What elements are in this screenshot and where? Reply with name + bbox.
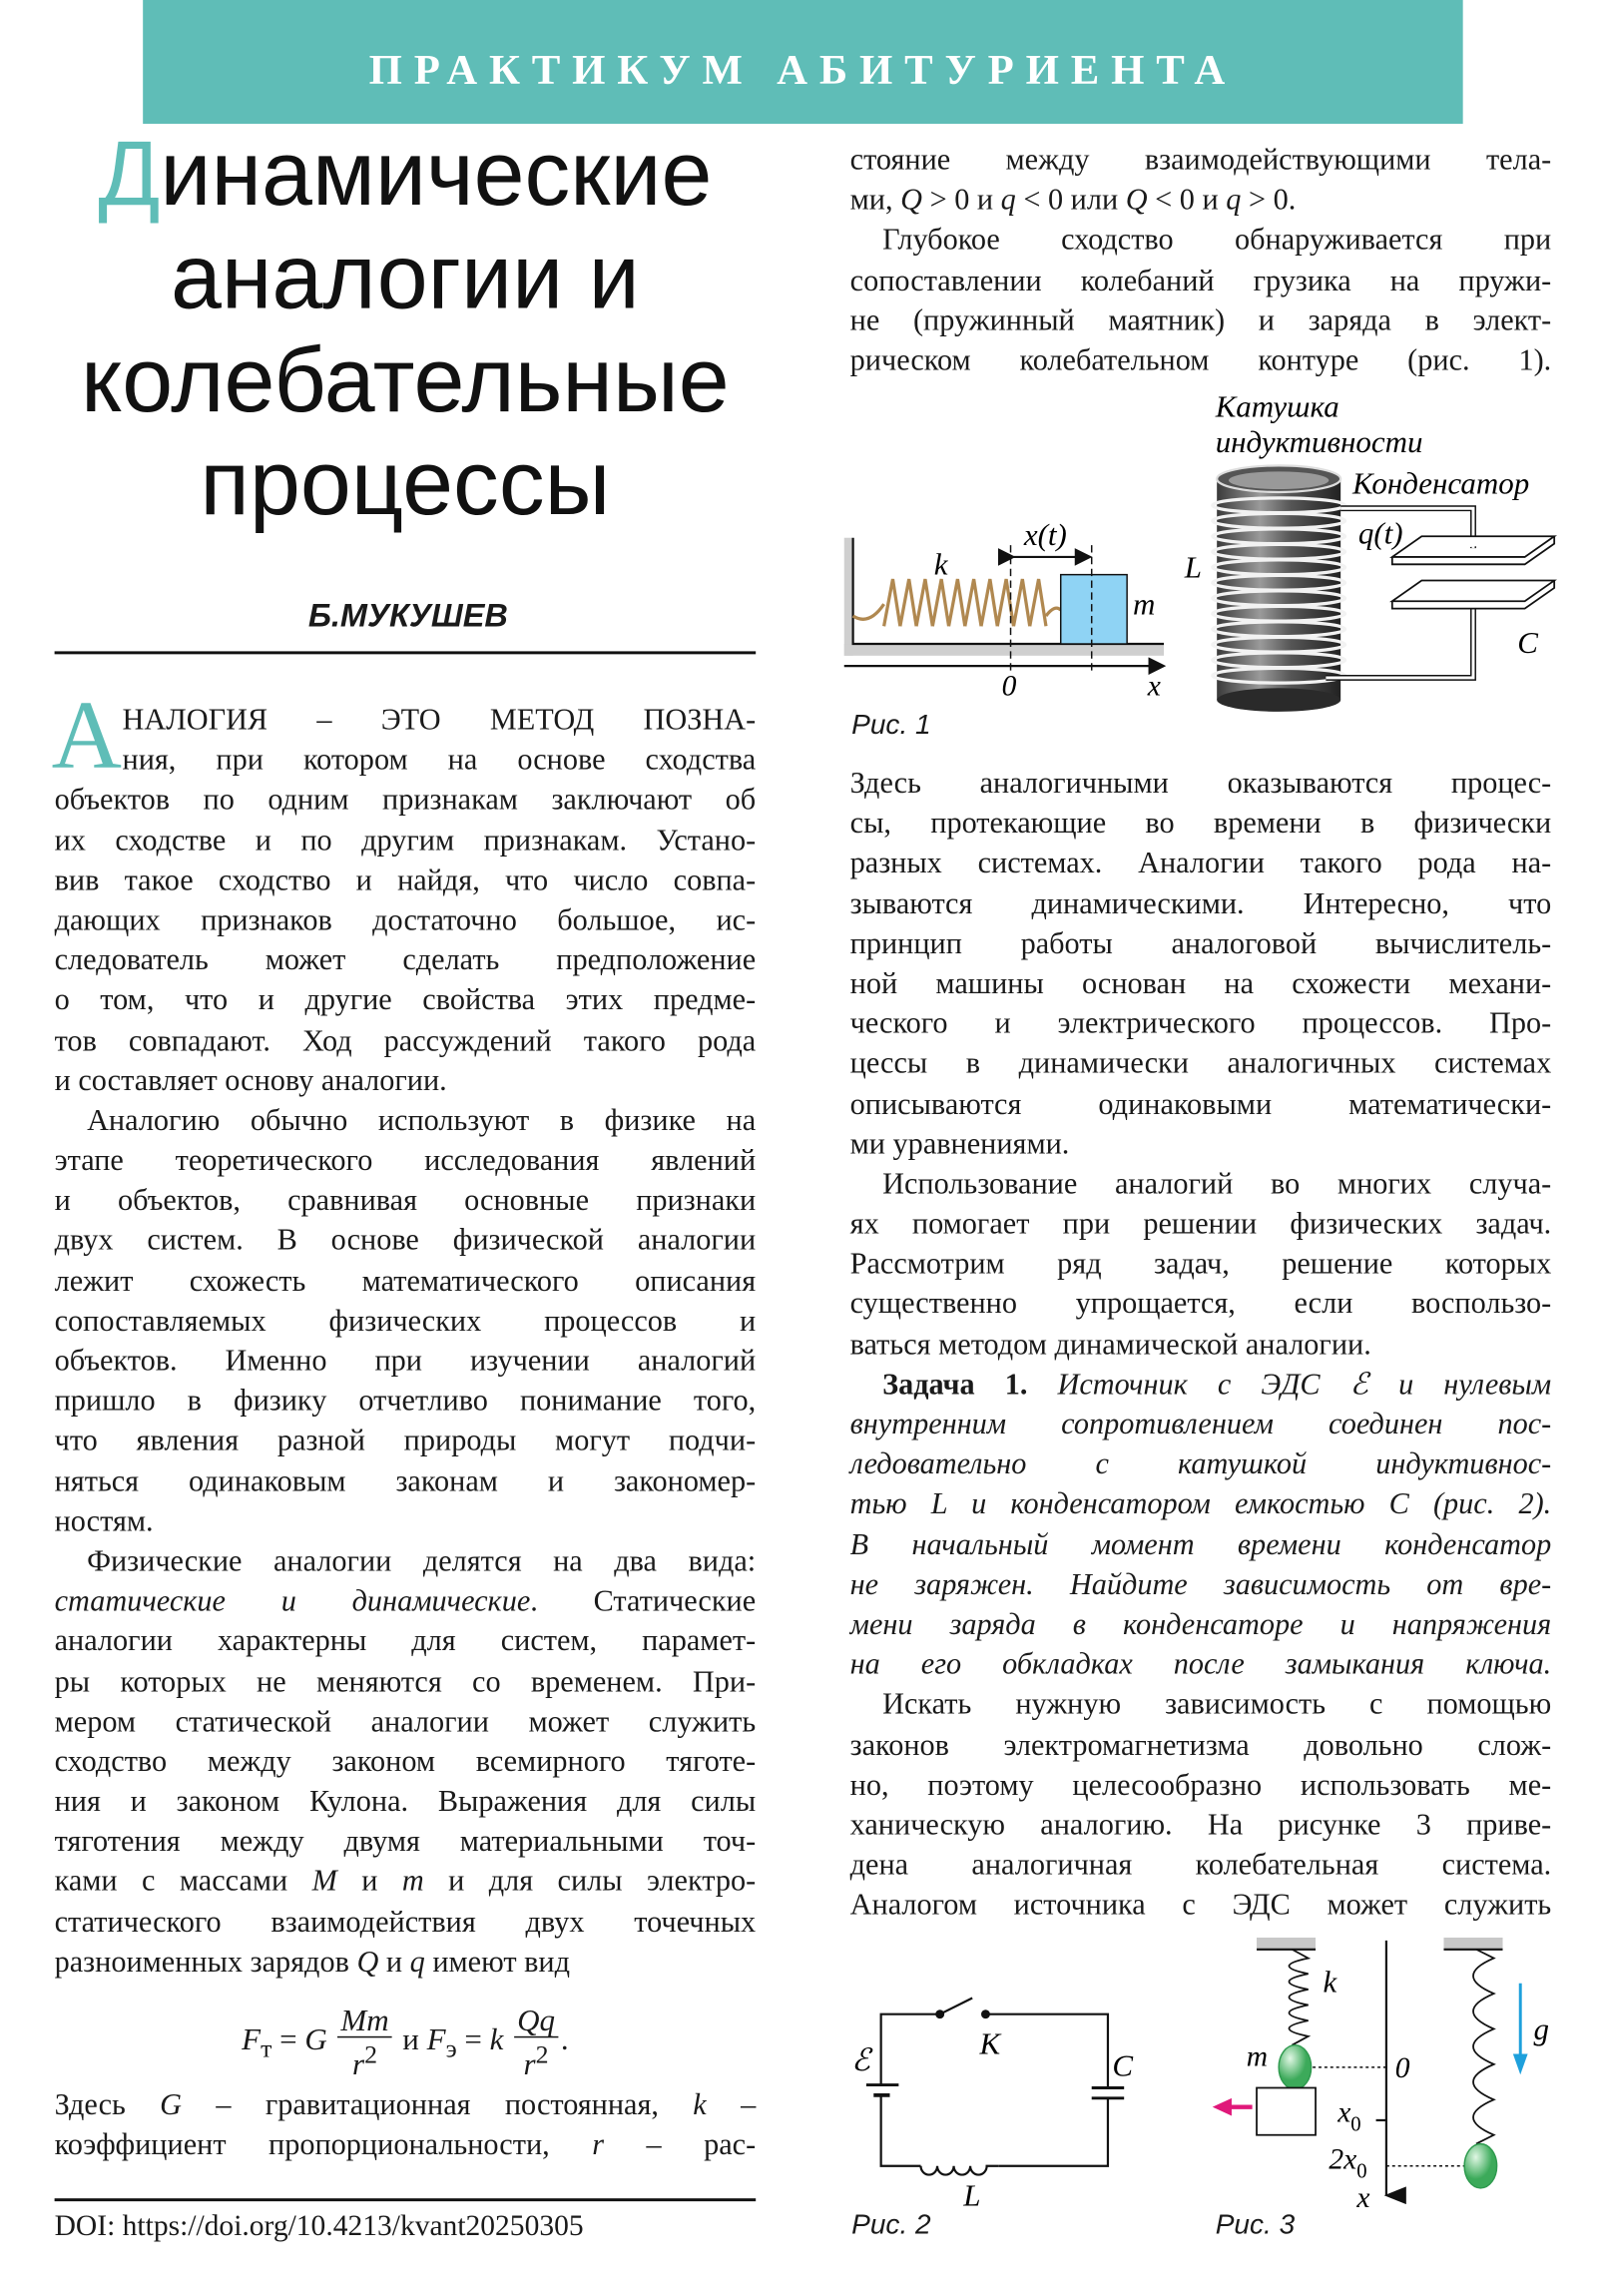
text-segment: Q [900, 184, 922, 218]
text-line [850, 182, 1552, 222]
exponent: 2 [364, 2038, 378, 2069]
text-segment: и для силы электро- [423, 1866, 757, 1899]
label-zero: 0 [1394, 2052, 1410, 2085]
text-segment: Здесь [54, 2088, 161, 2122]
text-line [850, 1646, 1552, 1686]
text-segment: q [409, 1946, 425, 1979]
text-line: дающих признаков достаточно большое, ис- [54, 904, 757, 937]
title-divider [55, 651, 757, 654]
label-x: x [1147, 670, 1161, 703]
mass-block [1061, 575, 1127, 644]
text-line [850, 1366, 1552, 1406]
text-segment: k [693, 2088, 707, 2122]
label-m: m [1246, 2040, 1269, 2073]
text-line: их сходстве и по другим признакам. Устано- [54, 824, 757, 858]
text-line [850, 1606, 1552, 1646]
text-segment: m [401, 1866, 424, 1899]
ball [1464, 2144, 1496, 2188]
label-emf: ℰ [851, 2041, 870, 2077]
title-line: колебательные [81, 329, 730, 432]
text-line: ния, при котором на основе сходства [122, 744, 757, 778]
text-segment: на его обкладках после замыкания ключа. [849, 1648, 1552, 1682]
label-m: m [1133, 586, 1156, 622]
text-line [850, 1445, 1552, 1485]
text-line: ностям. [54, 1505, 154, 1538]
force-arrow [1213, 2098, 1232, 2116]
formula-operator: = [271, 2020, 305, 2057]
text-line: ханическую аналогию. На рисунке 3 приве- [849, 1809, 1552, 1842]
text-line: Аналогом источника с ЭДС может служить [849, 1889, 1552, 1923]
formula-subscript: т [261, 2032, 272, 2063]
capacitor-plate-bottom [1392, 581, 1554, 609]
gravity-arrow [1513, 2054, 1528, 2075]
left-column-text [55, 702, 757, 1984]
text-line: пришло в физику отчетливо понимание того, [54, 1385, 757, 1419]
text-segment: > 0 и [921, 184, 1001, 218]
label-x: x [1356, 2182, 1370, 2215]
label-C: C [1517, 624, 1538, 660]
block [1257, 2087, 1316, 2134]
text-line [55, 2126, 757, 2166]
fraction [514, 2004, 558, 2080]
text-line [850, 1566, 1552, 1606]
text-line: разных системах. Аналогии такого рода на- [849, 848, 1552, 880]
spring [853, 579, 1061, 626]
text-line [55, 1582, 757, 1622]
numerator: Mm [337, 2004, 391, 2037]
label-coil: Катушка [1215, 388, 1339, 424]
text-line [55, 1863, 757, 1903]
text-line: цессы в динамически аналогичных системах [849, 1047, 1552, 1081]
text-line: ной машины основан на схожести механи- [849, 967, 1552, 1001]
text-line: дена аналогичная колебательная система. [849, 1849, 1552, 1882]
text-line: тов совпадают. Ход рассуждений такого рода [54, 1024, 757, 1058]
text-line: Здесь аналогичными оказываются процес- [849, 767, 1552, 801]
text-segment: Q [356, 1946, 379, 1979]
text-line: рическом колебательном контуре (рис. 1). [849, 344, 1552, 377]
text-line: законов электромагнетизма довольно слож- [849, 1729, 1552, 1762]
text-line: няться одинаковым законам и закономер- [54, 1464, 757, 1498]
text-line [55, 2086, 757, 2126]
figure-2 [839, 1975, 1164, 2218]
title-line: процессы [200, 432, 611, 535]
spring-coil [853, 579, 1061, 626]
text-line: этапе теоретического исследования явлений [54, 1144, 757, 1178]
text-line: принцип работы аналоговой вычислитель- [849, 927, 1552, 960]
ceiling [1443, 1938, 1502, 1948]
text-line [850, 1485, 1552, 1525]
figure-1-caption: Рис. 1 [851, 710, 931, 742]
text-segment: M [311, 1866, 337, 1899]
text-line [850, 1406, 1552, 1445]
title-line: аналогии и [170, 227, 640, 329]
text-segment: тью L и конденсатором емкостью C (рис. 2). [849, 1488, 1552, 1521]
text-segment: не заряжен. Найдите зависимость от вре- [849, 1568, 1552, 1602]
text-line: существенно упрощается, если воспользо- [849, 1288, 1552, 1322]
label-capacitor: Конденсатор [1351, 465, 1530, 501]
wall [844, 538, 853, 656]
text-segment: и [336, 1866, 402, 1899]
text-segment: Источник с ЭДС ℰ и нулевым [1027, 1368, 1552, 1402]
text-line: ях помогает при решении физических задач. [849, 1208, 1552, 1241]
numerator: Qq [514, 2004, 558, 2037]
text-line: Рассмотрим ряд задач, решение которых [849, 1248, 1552, 1282]
text-segment: В начальный момент времени конденсатор [849, 1528, 1552, 1561]
text-segment: . Статические [530, 1585, 757, 1618]
label-coil: индуктивности [1215, 424, 1423, 460]
floor [844, 644, 1164, 656]
section-title: ПРАКТИКУМ АБИТУРИЕНТА [368, 47, 1238, 95]
text-line: Физические аналогии делятся на два вида: [87, 1545, 757, 1578]
formula [55, 2004, 757, 2080]
formula-symbol: k [489, 2020, 504, 2057]
text-line: лежит схожесть математического описания [54, 1265, 757, 1298]
formula-operator: = [456, 2020, 490, 2057]
label-K: K [979, 2025, 1001, 2061]
figure-3 [1201, 1931, 1569, 2218]
title-initial: Д [98, 123, 161, 226]
formula-subscript: э [445, 2032, 457, 2063]
text-segment: G [160, 2088, 183, 2122]
text-line: следователь может сделать предположение [54, 944, 757, 977]
denominator: r [352, 2046, 365, 2082]
text-segment: q [1000, 184, 1016, 218]
text-line: и объектов, сравнивая основные признаки [54, 1185, 757, 1218]
text-line: объектов по одним признакам заключают об [54, 784, 757, 818]
text-line: что явления разной природы могут подчи- [54, 1425, 757, 1458]
text-segment: имеют вид [424, 1946, 571, 1979]
text-line: Использование аналогий во многих случа- [882, 1168, 1552, 1201]
switch [940, 1998, 972, 2013]
spring [1473, 1950, 1494, 2144]
text-line: вив такое сходство и найдя, что число совпа- [54, 864, 757, 897]
text-line: НАЛОГИЯ – ЭТО МЕТОД ПОЗНА- [122, 704, 757, 737]
author-name: Б.МУКУШЕВ [307, 596, 508, 634]
text-segment: разноименных зарядов [54, 1946, 357, 1979]
fraction [337, 2004, 391, 2080]
text-segment: > 0. [1241, 184, 1297, 218]
text-segment: – гравитационная постоянная, [182, 2088, 694, 2122]
text-segment: r [592, 2129, 604, 2162]
text-segment: – [706, 2088, 757, 2122]
text-segment: Q [1125, 184, 1148, 218]
text-line: ческого и электрического процессов. Про- [849, 1007, 1552, 1041]
text-line: Глубокое сходство обнаруживается при [882, 224, 1552, 258]
text-segment: мени заряда в конденсаторе и напряжения [849, 1608, 1552, 1642]
label-g: g [1533, 2010, 1550, 2046]
left-column-continuation [55, 2086, 757, 2166]
title-line: инамические [160, 123, 713, 226]
formula-conjunction: и [402, 2020, 427, 2057]
text-segment: ми, [849, 184, 901, 218]
text-line: зываются динамическими. Интересно, что [849, 887, 1552, 920]
text-segment: статические и динамические [54, 1585, 531, 1618]
text-line: но, поэтому целесообразно использовать ме- [849, 1769, 1552, 1802]
text-line: Аналогию обычно используют в физике на [87, 1104, 757, 1138]
label-zero: 0 [1001, 670, 1017, 703]
capacitor-plate-top [1392, 536, 1554, 564]
text-line: ми уравнениями. [849, 1128, 1070, 1161]
ball [1279, 2045, 1311, 2089]
text-segment: q [1226, 184, 1242, 218]
text-line: сы, протекающие во времени в физически [849, 808, 1552, 841]
text-line: Искать нужную зависимость с помощью [882, 1688, 1552, 1722]
inductor [921, 2166, 999, 2175]
label-qt: q(t) [1357, 515, 1403, 551]
figure-3-caption: Рис. 3 [1215, 2210, 1296, 2241]
text-line: двух систем. В основе физической аналогии [54, 1225, 757, 1258]
spring [1290, 1950, 1309, 2045]
text-segment: коэффициент пропорциональности, [54, 2129, 593, 2162]
text-line: мером статической аналогии может служить [54, 1705, 757, 1739]
text-segment: и [378, 1946, 410, 1979]
text-line: не (пружинный маятник) и заряда в элект- [849, 304, 1552, 337]
text-line: и составляет основу аналогии. [54, 1064, 447, 1098]
label-2x0: $2x_0$ [1329, 2143, 1367, 2183]
ceiling [1257, 1938, 1316, 1948]
text-line: тяготения между двумя материальными точ- [54, 1826, 757, 1859]
text-line: сопоставлении колебаний грузика на пружи- [849, 265, 1552, 297]
text-line: ры которых не меняются со временем. При- [54, 1665, 757, 1699]
drop-cap: А [51, 682, 123, 791]
text-line: сходство между законом всемирного тяготе- [54, 1745, 757, 1779]
text-segment: < 0 или [1015, 184, 1126, 218]
text-line: сопоставляемых физических процессов и [54, 1305, 757, 1338]
label-L: L [963, 2177, 981, 2213]
text-line: аналогии характерны для систем, парамет- [54, 1625, 757, 1658]
formula-symbol: F [426, 2020, 446, 2057]
label-x0: $x_0$ [1337, 2096, 1361, 2136]
text-line: объектов. Именно при изучении аналогий [54, 1345, 757, 1379]
text-line [850, 1525, 1552, 1565]
text-line: стояние между взаимодействующими тела- [849, 144, 1552, 178]
text-line: ваться методом динамической аналогии. [849, 1328, 1371, 1362]
text-line: описываются одинаковыми математически- [849, 1088, 1552, 1121]
formula-symbol: G [304, 2020, 327, 2057]
label-xt: x(t) [1023, 517, 1067, 553]
formula-period: . [560, 2020, 569, 2057]
text-segment: внутренним сопротивлением соединен пос- [849, 1409, 1552, 1441]
section-header-band [143, 0, 1462, 124]
label-C: C [1112, 2047, 1134, 2083]
text-segment: – рас- [603, 2129, 757, 2162]
label-k: k [933, 546, 948, 582]
article-title [44, 124, 766, 536]
denominator: r [523, 2046, 536, 2082]
footer-divider [55, 2198, 757, 2200]
figure-1 [825, 383, 1577, 752]
text-line [55, 1944, 757, 1984]
label-k: k [1323, 1964, 1337, 2000]
label-L: L [1184, 549, 1202, 585]
formula-symbol: F [242, 2020, 262, 2057]
text-segment: ками с массами [54, 1866, 312, 1899]
text-line: о том, что и другие свойства этих предме- [54, 984, 757, 1017]
right-column-top [850, 142, 1552, 382]
text-line: ния и законом Кулона. Выражения для силы [54, 1786, 757, 1819]
exponent: 2 [535, 2038, 549, 2069]
text-segment: < 0 и [1147, 184, 1227, 218]
text-segment: Задача 1. [882, 1368, 1028, 1402]
text-line: статического взаимодействия двух точечных [54, 1906, 757, 1939]
text-segment: ледовательно с катушкой индуктивнос- [849, 1448, 1552, 1481]
doi-link[interactable]: DOI: https://doi.org/10.4213/kvant20250305 [54, 2210, 584, 2243]
figure-2-caption: Рис. 2 [851, 2210, 931, 2241]
right-column-body [850, 765, 1552, 1927]
